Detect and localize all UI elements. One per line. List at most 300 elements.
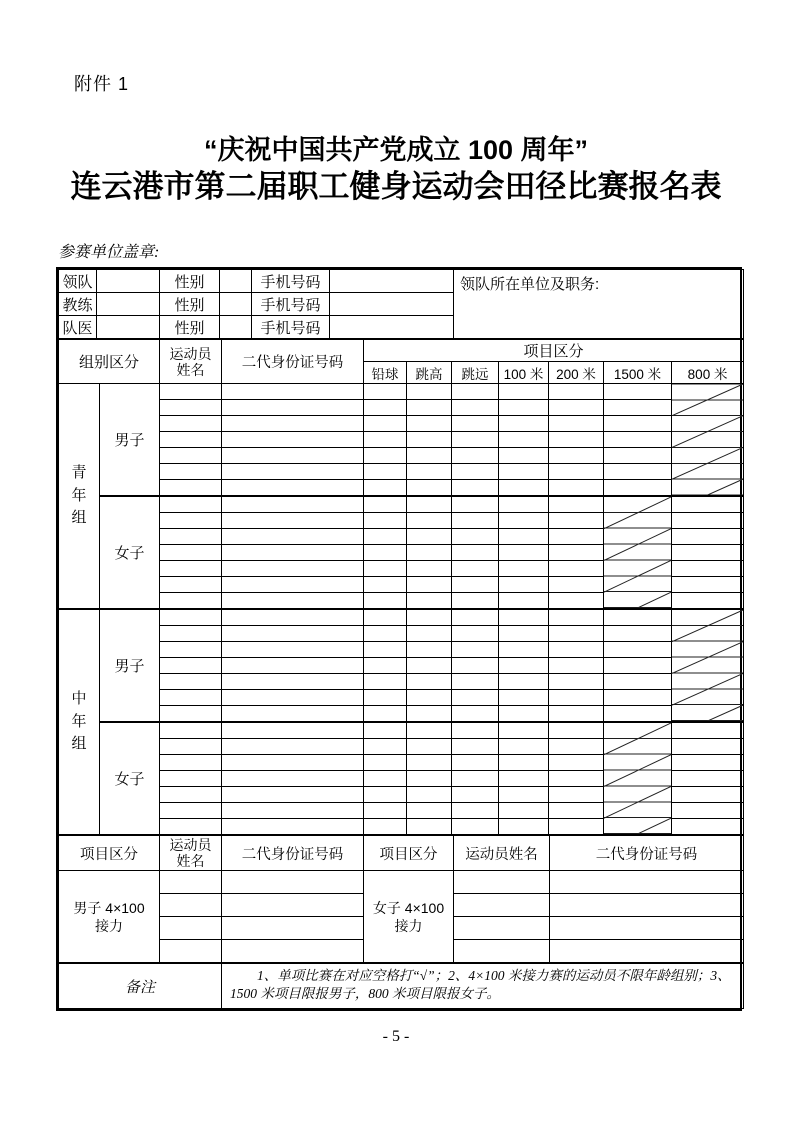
- role-label: 队医: [59, 316, 97, 339]
- relay-id-cell: [222, 940, 364, 964]
- diagonal-strikethrough: [604, 497, 671, 608]
- athlete-name-cell: [160, 739, 222, 755]
- event-mark-cell: [499, 561, 549, 577]
- event-column-header: 1500 米: [604, 362, 672, 384]
- event-mark-cell: [452, 706, 499, 723]
- athlete-name-cell: [160, 722, 222, 739]
- roster-table: [58, 339, 744, 835]
- phone-value-cell: [330, 316, 454, 339]
- relay-athlete-name-cell: [160, 940, 222, 964]
- relay-athlete-name-cell: [454, 917, 550, 940]
- event-mark-cell: [407, 706, 452, 723]
- event-mark-cell: [407, 416, 452, 432]
- athlete-name-cell: [160, 819, 222, 835]
- id-number-cell: [222, 674, 364, 690]
- athlete-name-cell: [160, 690, 222, 706]
- event-mark-cell: [452, 432, 499, 448]
- athlete-name-cell: [160, 706, 222, 723]
- event-mark-cell: [549, 674, 604, 690]
- event-mark-cell: [499, 658, 549, 674]
- event-mark-cell: [452, 722, 499, 739]
- event-mark-cell: [407, 593, 452, 610]
- event-mark-cell: [364, 609, 407, 626]
- athlete-name-cell: [160, 384, 222, 400]
- relay-athlete-name-cell: [160, 917, 222, 940]
- event-mark-cell: [549, 706, 604, 723]
- event-mark-cell: [549, 819, 604, 835]
- event-mark-cell: [364, 658, 407, 674]
- remark-text: 1、单项比赛在对应空格打“√”；2、4×100 米接力赛的运动员不限年龄组别；3、1500 米项目限报男子，800 米项目限报女子。: [222, 963, 744, 1009]
- athlete-name-cell: [160, 658, 222, 674]
- relay-athlete-name-cell: [454, 894, 550, 917]
- event-mark-cell: [499, 674, 549, 690]
- athlete-name-cell: [160, 626, 222, 642]
- athlete-entry-row: [59, 480, 744, 497]
- id-number-cell: [222, 545, 364, 561]
- event-mark-cell: [364, 803, 407, 819]
- event-mark-cell: [499, 593, 549, 610]
- event-mark-cell: [604, 642, 672, 658]
- athlete-name-cell: [160, 545, 222, 561]
- event-mark-cell: [604, 384, 672, 400]
- gender-cell: 女子: [100, 722, 160, 835]
- role-value-cell: [97, 316, 160, 339]
- athlete-name-cell: [160, 464, 222, 480]
- event-mark-cell: [499, 577, 549, 593]
- relay-table: [58, 835, 744, 1009]
- id-number-cell: [222, 658, 364, 674]
- id-number-cell: [222, 626, 364, 642]
- event-mark-cell: [604, 432, 672, 448]
- event-mark-cell: [452, 755, 499, 771]
- event-mark-cell: [364, 819, 407, 835]
- event-mark-cell: [364, 545, 407, 561]
- id-number-cell: [222, 384, 364, 400]
- event-mark-cell: [452, 803, 499, 819]
- event-mark-cell: [364, 496, 407, 513]
- name-column-header: 运动员姓名: [160, 340, 222, 384]
- relay-event-cell: 男子 4×100 接力: [59, 871, 160, 964]
- event-mark-cell: [452, 787, 499, 803]
- group-label: 中年组: [71, 690, 87, 753]
- event-mark-cell: [452, 577, 499, 593]
- event-mark-cell: [672, 529, 744, 545]
- events-band-header: 项目区分: [364, 340, 744, 362]
- event-mark-cell: [672, 819, 744, 835]
- title-line-2: 连云港市第二届职工健身运动会田径比赛报名表: [70, 169, 722, 204]
- role-value-cell: [97, 293, 160, 316]
- event-mark-cell: [549, 496, 604, 513]
- event-mark-cell: [407, 561, 452, 577]
- event-mark-cell: [549, 400, 604, 416]
- event-mark-cell: [407, 739, 452, 755]
- event-mark-cell: [672, 577, 744, 593]
- relay-header-row: [59, 836, 744, 871]
- id-number-cell: [222, 400, 364, 416]
- event-mark-cell: [407, 658, 452, 674]
- event-mark-cell: [407, 674, 452, 690]
- event-mark-cell: [452, 739, 499, 755]
- relay-athlete-name-cell: [160, 894, 222, 917]
- athlete-entry-row: [59, 674, 744, 690]
- role-label: 领队: [59, 270, 97, 293]
- id-number-cell: [222, 496, 364, 513]
- athlete-name-cell: [160, 448, 222, 464]
- gender-value-cell: [220, 316, 252, 339]
- event-mark-cell: [364, 626, 407, 642]
- event-mark-cell: [407, 432, 452, 448]
- event-mark-cell: [364, 432, 407, 448]
- event-mark-cell: [452, 658, 499, 674]
- athlete-entry-row: [59, 626, 744, 642]
- event-mark-cell: [364, 513, 407, 529]
- athlete-entry-row: [59, 722, 744, 739]
- id-number-cell: [222, 706, 364, 723]
- phone-label: 手机号码: [252, 293, 330, 316]
- event-mark-cell: [452, 529, 499, 545]
- event-mark-cell: [407, 513, 452, 529]
- gender-cell: 女子: [100, 496, 160, 609]
- event-mark-cell: [407, 787, 452, 803]
- event-mark-cell: [499, 609, 549, 626]
- event-mark-cell: [549, 432, 604, 448]
- event-mark-cell: [452, 674, 499, 690]
- athlete-name-cell: [160, 561, 222, 577]
- athlete-name-cell: [160, 771, 222, 787]
- id-number-cell: [222, 416, 364, 432]
- event-mark-cell: [549, 577, 604, 593]
- diagonal-strikethrough: [604, 723, 671, 834]
- title-line-1: “庆祝中国共产党成立 100 周年”: [203, 135, 589, 165]
- event-mark-cell: [499, 755, 549, 771]
- event-column-header: 铅球: [364, 362, 407, 384]
- event-mark-cell: [364, 529, 407, 545]
- event-column-header: 800 米: [672, 362, 744, 384]
- event-mark-cell: [604, 706, 672, 723]
- event-mark-cell: [452, 819, 499, 835]
- event-mark-cell: [452, 448, 499, 464]
- restricted-event-cell: [672, 609, 744, 722]
- id-number-cell: [222, 529, 364, 545]
- event-mark-cell: [452, 496, 499, 513]
- event-mark-cell: [407, 690, 452, 706]
- phone-label: 手机号码: [252, 316, 330, 339]
- event-mark-cell: [549, 755, 604, 771]
- event-mark-cell: [604, 690, 672, 706]
- relay-id-cell: [550, 917, 744, 940]
- athlete-name-cell: [160, 400, 222, 416]
- event-mark-cell: [672, 739, 744, 755]
- id-number-cell: [222, 787, 364, 803]
- id-number-cell: [222, 819, 364, 835]
- event-mark-cell: [452, 384, 499, 400]
- event-mark-cell: [364, 787, 407, 803]
- athlete-entry-row: [59, 384, 744, 400]
- relay-id-cell: [222, 917, 364, 940]
- event-mark-cell: [549, 722, 604, 739]
- event-mark-cell: [407, 448, 452, 464]
- event-mark-cell: [499, 739, 549, 755]
- event-mark-cell: [364, 448, 407, 464]
- event-column-header: 跳远: [452, 362, 499, 384]
- gender-value-cell: [220, 270, 252, 293]
- role-label: 教练: [59, 293, 97, 316]
- event-mark-cell: [407, 529, 452, 545]
- event-mark-cell: [549, 642, 604, 658]
- event-mark-cell: [364, 400, 407, 416]
- event-column-header: 200 米: [549, 362, 604, 384]
- event-mark-cell: [364, 739, 407, 755]
- event-mark-cell: [549, 416, 604, 432]
- phone-value-cell: [330, 270, 454, 293]
- id-number-cell: [222, 561, 364, 577]
- event-column-header: 跳高: [407, 362, 452, 384]
- event-mark-cell: [604, 609, 672, 626]
- relay-athlete-name-cell: [454, 940, 550, 964]
- event-mark-cell: [499, 464, 549, 480]
- relay-id-cell: [222, 894, 364, 917]
- roster-header-row-1: [59, 340, 744, 362]
- event-mark-cell: [364, 674, 407, 690]
- event-mark-cell: [452, 400, 499, 416]
- event-mark-cell: [364, 593, 407, 610]
- event-mark-cell: [364, 480, 407, 497]
- id-number-cell: [222, 432, 364, 448]
- event-mark-cell: [672, 593, 744, 610]
- event-mark-cell: [452, 642, 499, 658]
- event-mark-cell: [549, 448, 604, 464]
- relay-athlete-name-cell: [160, 871, 222, 894]
- event-mark-cell: [499, 642, 549, 658]
- event-mark-cell: [452, 416, 499, 432]
- group-cell: [59, 609, 100, 835]
- event-mark-cell: [364, 384, 407, 400]
- id-number-cell: [222, 464, 364, 480]
- event-mark-cell: [407, 545, 452, 561]
- event-mark-cell: [499, 722, 549, 739]
- event-mark-cell: [364, 561, 407, 577]
- event-mark-cell: [549, 593, 604, 610]
- athlete-name-cell: [160, 416, 222, 432]
- gender-label: 性别: [160, 293, 220, 316]
- id-number-cell: [222, 480, 364, 497]
- event-mark-cell: [549, 545, 604, 561]
- event-mark-cell: [499, 819, 549, 835]
- id-number-cell: [222, 513, 364, 529]
- event-mark-cell: [549, 609, 604, 626]
- gender-label: 性别: [160, 270, 220, 293]
- event-mark-cell: [672, 755, 744, 771]
- id-number-cell: [222, 448, 364, 464]
- event-mark-cell: [672, 787, 744, 803]
- page-number: - 5 -: [382, 1028, 410, 1045]
- gender-label: 性别: [160, 316, 220, 339]
- event-mark-cell: [672, 545, 744, 561]
- id-number-cell: [222, 577, 364, 593]
- event-mark-cell: [499, 545, 549, 561]
- event-mark-cell: [364, 416, 407, 432]
- athlete-name-cell: [160, 593, 222, 610]
- event-mark-cell: [672, 803, 744, 819]
- event-mark-cell: [499, 400, 549, 416]
- relay-name-column-header: 运动员姓名: [160, 836, 222, 871]
- event-mark-cell: [549, 771, 604, 787]
- group-column-header: 组别区分: [59, 340, 160, 384]
- id-number-cell: [222, 755, 364, 771]
- restricted-event-cell: [604, 722, 672, 835]
- relay-id-column-header: 二代身份证号码: [222, 836, 364, 871]
- event-column-header: 100 米: [499, 362, 549, 384]
- event-mark-cell: [604, 416, 672, 432]
- event-mark-cell: [499, 480, 549, 497]
- document-title: [0, 134, 792, 206]
- event-mark-cell: [452, 480, 499, 497]
- relay-id-cell: [222, 871, 364, 894]
- relay-event-cell: 女子 4×100 接力: [364, 871, 454, 964]
- event-mark-cell: [672, 561, 744, 577]
- athlete-name-cell: [160, 642, 222, 658]
- event-mark-cell: [499, 690, 549, 706]
- athlete-entry-row: [59, 400, 744, 416]
- event-mark-cell: [549, 739, 604, 755]
- gender-cell: 男子: [100, 609, 160, 722]
- athlete-entry-row: [59, 642, 744, 658]
- athlete-entry-row: [59, 432, 744, 448]
- event-mark-cell: [604, 674, 672, 690]
- relay-id-cell: [550, 940, 744, 964]
- relay-id-cell: [550, 894, 744, 917]
- athlete-entry-row: [59, 496, 744, 513]
- event-mark-cell: [499, 706, 549, 723]
- phone-value-cell: [330, 293, 454, 316]
- event-mark-cell: [407, 577, 452, 593]
- event-mark-cell: [452, 609, 499, 626]
- athlete-name-cell: [160, 496, 222, 513]
- athlete-name-cell: [160, 432, 222, 448]
- id-number-cell: [222, 803, 364, 819]
- event-mark-cell: [407, 755, 452, 771]
- event-mark-cell: [407, 626, 452, 642]
- remark-label: 备注: [59, 963, 222, 1009]
- event-mark-cell: [452, 545, 499, 561]
- event-mark-cell: [407, 400, 452, 416]
- event-mark-cell: [452, 464, 499, 480]
- officials-table: [58, 269, 744, 339]
- relay-event-column-header: 项目区分: [59, 836, 160, 871]
- athlete-name-cell: [160, 513, 222, 529]
- event-mark-cell: [549, 658, 604, 674]
- event-mark-cell: [499, 803, 549, 819]
- event-mark-cell: [407, 609, 452, 626]
- event-mark-cell: [604, 658, 672, 674]
- event-mark-cell: [452, 561, 499, 577]
- relay-id-cell: [550, 871, 744, 894]
- relay-athlete-name-cell: [454, 871, 550, 894]
- event-mark-cell: [364, 771, 407, 787]
- event-mark-cell: [407, 384, 452, 400]
- event-mark-cell: [549, 464, 604, 480]
- id-number-cell: [222, 771, 364, 787]
- event-mark-cell: [604, 480, 672, 497]
- event-mark-cell: [499, 787, 549, 803]
- id-number-cell: [222, 593, 364, 610]
- restricted-event-cell: [672, 384, 744, 497]
- athlete-name-cell: [160, 755, 222, 771]
- event-mark-cell: [672, 513, 744, 529]
- role-value-cell: [97, 270, 160, 293]
- event-mark-cell: [549, 561, 604, 577]
- event-mark-cell: [549, 803, 604, 819]
- event-mark-cell: [364, 706, 407, 723]
- athlete-name-cell: [160, 609, 222, 626]
- event-mark-cell: [407, 771, 452, 787]
- event-mark-cell: [549, 529, 604, 545]
- athlete-entry-row: [59, 464, 744, 480]
- event-mark-cell: [499, 626, 549, 642]
- registration-form: [56, 267, 742, 1011]
- athlete-name-cell: [160, 803, 222, 819]
- relay-id-column-header: 二代身份证号码: [550, 836, 744, 871]
- event-mark-cell: [364, 690, 407, 706]
- event-mark-cell: [407, 819, 452, 835]
- restricted-event-cell: [604, 496, 672, 609]
- event-mark-cell: [364, 722, 407, 739]
- athlete-name-cell: [160, 529, 222, 545]
- event-mark-cell: [499, 529, 549, 545]
- event-mark-cell: [452, 593, 499, 610]
- official-row-leader: [59, 270, 744, 293]
- event-mark-cell: [364, 577, 407, 593]
- id-number-cell: [222, 690, 364, 706]
- event-mark-cell: [499, 771, 549, 787]
- event-mark-cell: [549, 513, 604, 529]
- event-mark-cell: [452, 690, 499, 706]
- event-mark-cell: [499, 384, 549, 400]
- athlete-entry-row: [59, 706, 744, 723]
- event-mark-cell: [452, 513, 499, 529]
- event-mark-cell: [499, 496, 549, 513]
- event-mark-cell: [549, 384, 604, 400]
- id-column-header: 二代身份证号码: [222, 340, 364, 384]
- event-mark-cell: [549, 480, 604, 497]
- event-mark-cell: [672, 771, 744, 787]
- event-mark-cell: [499, 432, 549, 448]
- event-mark-cell: [364, 755, 407, 771]
- leader-unit-cell: 领队所在单位及职务:: [454, 270, 744, 339]
- event-mark-cell: [549, 626, 604, 642]
- event-mark-cell: [499, 416, 549, 432]
- id-number-cell: [222, 722, 364, 739]
- group-cell: [59, 384, 100, 610]
- group-label: 青年组: [71, 464, 87, 527]
- attachment-label: 附件 1: [74, 74, 130, 94]
- event-mark-cell: [407, 496, 452, 513]
- event-mark-cell: [549, 690, 604, 706]
- event-mark-cell: [672, 496, 744, 513]
- event-mark-cell: [604, 464, 672, 480]
- athlete-entry-row: [59, 416, 744, 432]
- relay-event-column-header: 项目区分: [364, 836, 454, 871]
- relay-entry-row: [59, 871, 744, 894]
- event-mark-cell: [604, 448, 672, 464]
- event-mark-cell: [604, 626, 672, 642]
- event-mark-cell: [407, 803, 452, 819]
- athlete-entry-row: [59, 690, 744, 706]
- athlete-name-cell: [160, 480, 222, 497]
- event-mark-cell: [407, 464, 452, 480]
- event-mark-cell: [364, 464, 407, 480]
- event-mark-cell: [499, 448, 549, 464]
